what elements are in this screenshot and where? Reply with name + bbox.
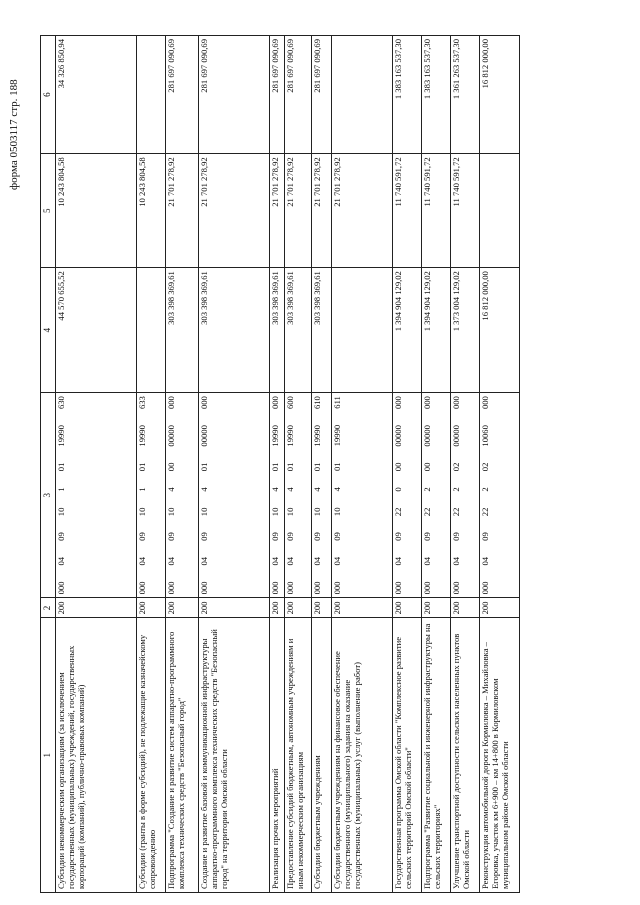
executed-amount-cell: 11 740 591,72 (451, 154, 480, 268)
budget-code (313, 396, 323, 594)
header-cell: 5 (41, 154, 56, 268)
budget-code-part: 000 (166, 396, 176, 410)
row-budget-code-cell (451, 393, 480, 598)
budget-code-part: 09 (312, 532, 322, 541)
budget-code-part: 000 (270, 581, 280, 595)
executed-amount-cell: 21 701 278,92 (332, 154, 393, 268)
budget-code-part: 09 (285, 532, 295, 541)
approved-amount-cell (137, 268, 166, 393)
budget-code-part: 10 (332, 507, 342, 517)
budget-code-part: 000 (393, 581, 403, 595)
budget-code-part: 4 (270, 487, 280, 492)
table-row (285, 36, 312, 893)
budget-code (57, 396, 67, 594)
budget-code-part: 01 (270, 462, 280, 472)
executed-amount-cell: 11 740 591,72 (393, 154, 422, 268)
budget-code-part: 04 (422, 556, 432, 566)
row-budget-code-cell (137, 393, 166, 598)
budget-code-part: 000 (422, 396, 432, 410)
budget-code-part: 000 (312, 581, 322, 595)
executed-amount-cell: 10 243 804,58 (137, 154, 166, 268)
table-row (270, 36, 285, 893)
executed-amount-cell: 10 243 804,58 (56, 154, 137, 268)
unexecuted-amount-cell: 1 361 263 537,30 (451, 36, 480, 154)
executed-amount-cell (480, 154, 520, 268)
budget-code-part: 22 (393, 507, 403, 517)
budget-code (286, 396, 296, 594)
budget-code-part: 09 (166, 532, 176, 541)
budget-code-part: 2 (480, 487, 490, 492)
budget-code-part: 1 (56, 487, 66, 492)
approved-amount-cell: 303 398 369,61 (166, 268, 199, 393)
table-row (451, 36, 480, 893)
budget-code-part: 00000 (166, 425, 176, 447)
budget-code-part: 00 (166, 462, 176, 472)
budget-code-part: 611 (332, 396, 342, 409)
budget-code-part: 2 (422, 487, 432, 492)
budget-code-part: 02 (451, 462, 461, 472)
budget-code (138, 396, 148, 594)
budget-code-part: 04 (393, 556, 403, 566)
header-row (41, 36, 56, 893)
unexecuted-amount-cell: 281 697 090,69 (199, 36, 270, 154)
budget-code-part: 04 (480, 556, 490, 566)
budget-code-part: 09 (480, 532, 490, 541)
budget-code-part: 04 (137, 556, 147, 566)
executed-amount-cell: 21 701 278,92 (270, 154, 285, 268)
executed-amount-cell: 11 740 591,72 (422, 154, 451, 268)
budget-code-part: 00 (393, 462, 403, 472)
unexecuted-amount-cell: 34 326 850,94 (56, 36, 137, 154)
budget-code-part: 000 (422, 581, 432, 595)
budget-code-part: 02 (480, 462, 490, 472)
row-line-code-cell: 200 (166, 598, 199, 618)
budget-code-part: 000 (480, 581, 490, 595)
approved-amount-cell: 303 398 369,61 (285, 268, 312, 393)
table-row (422, 36, 451, 893)
budget-code-part: 04 (312, 556, 322, 566)
budget-code-part: 09 (332, 532, 342, 541)
budget-code-part: 000 (332, 581, 342, 595)
budget-code (394, 396, 404, 594)
budget-code-part: 4 (332, 487, 342, 492)
row-name-cell: Субсидии некоммерческим организациям (за исключением государственных (муниципальных) учреждений, государственных корпораций (компаний), публично-правовых компаний) (56, 618, 137, 893)
budget-code-part: 00000 (422, 425, 432, 447)
budget-code-part: 10 (285, 507, 295, 517)
unexecuted-amount-cell: 281 697 090,69 (285, 36, 312, 154)
budget-code-part: 09 (393, 532, 403, 541)
budget-code-part: 22 (480, 507, 490, 517)
budget-code-part: 19990 (285, 425, 295, 447)
budget-code-part: 19990 (312, 425, 322, 447)
budget-code-part: 19990 (332, 424, 342, 447)
row-line-code-cell: 200 (137, 598, 166, 618)
budget-code-part: 01 (312, 462, 322, 472)
budget-code-part: 000 (166, 581, 176, 595)
budget-code-part: 000 (199, 396, 209, 410)
approved-amount-cell: 16 812 000,00 (480, 268, 520, 393)
budget-code-part: 04 (270, 556, 280, 566)
budget-code-part: 2 (451, 487, 461, 492)
budget-code-part: 000 (451, 581, 461, 595)
table-row (137, 36, 166, 893)
budget-code-part: 04 (451, 556, 461, 566)
row-budget-code-cell (166, 393, 199, 598)
row-budget-code-cell (480, 393, 520, 598)
row-line-code-cell: 200 (56, 598, 137, 618)
budget-code-part: 09 (270, 532, 280, 541)
row-name-cell: Предоставление субсидий бюджетным, автономным учреждениям и иным некоммерческим организациям (285, 618, 312, 893)
row-budget-code-cell (422, 393, 451, 598)
unexecuted-amount-cell: 16 812 000,00 (480, 36, 520, 154)
budget-code-part: 000 (393, 396, 403, 410)
budget-code-part: 04 (166, 556, 176, 566)
form-label: форма 0503117 стр. 188 (8, 79, 20, 190)
table-row (56, 36, 137, 893)
budget-code (452, 396, 462, 594)
row-line-code-cell: 200 (422, 598, 451, 618)
row-name-cell: Субсидии (гранты в форме субсидий), не подлежащие казначейскому сопровождению (137, 618, 166, 893)
budget-code-part: 4 (285, 487, 295, 492)
budget-code-part: 00 (422, 462, 432, 472)
unexecuted-amount-cell: 281 697 090,69 (270, 36, 285, 154)
budget-code-part: 19990 (270, 425, 280, 447)
row-line-code-cell: 200 (285, 598, 312, 618)
table-row (332, 36, 393, 893)
budget-code-part: 4 (166, 487, 176, 492)
approved-amount-cell: 303 398 369,61 (199, 268, 270, 393)
row-line-code-cell: 200 (270, 598, 285, 618)
row-line-code-cell: 200 (199, 598, 270, 618)
budget-code-part: 000 (480, 396, 490, 410)
budget-table (40, 35, 520, 893)
budget-code-part: 04 (56, 556, 66, 566)
table-row (166, 36, 199, 893)
table-row (199, 36, 270, 893)
table-row (480, 36, 520, 893)
budget-code-part: 000 (199, 581, 209, 595)
budget-code-part: 000 (137, 581, 147, 595)
row-name-cell: Реконструкция автомобильной дороги Кормиловка – Михайловка – Егоровка, участок км 6+900 – км 14+800 в Кормиловском муниципальном районе Омской области (480, 618, 520, 893)
row-name-cell: Государственная программа Омской области "Комплексное развитие сельских территорий Омской области" (393, 618, 422, 893)
budget-code-part: 22 (451, 507, 461, 517)
approved-amount-cell: 1 373 004 129,02 (451, 268, 480, 393)
budget-code (333, 396, 343, 594)
budget-code-part: 04 (285, 556, 295, 566)
budget-code-part: 000 (270, 396, 280, 410)
row-name-cell: Подпрограмма "Создание и развитие систем аппаратно-программного комплекса технических средств "Безопасный город" (166, 618, 199, 893)
row-budget-code-cell (332, 393, 393, 598)
row-line-code-cell: 200 (393, 598, 422, 618)
row-name-cell: Создание и развитие базовой и коммуникационной инфраструктуры аппаратно-программного комплекса технических средств "Безопасный город" на территории Омской области (199, 618, 270, 893)
unexecuted-amount-cell: 1 383 163 537,30 (422, 36, 451, 154)
budget-code (423, 396, 433, 594)
budget-code-part: 10060 (480, 425, 490, 447)
header-cell: 2 (41, 598, 56, 618)
row-line-code-cell: 200 (312, 598, 332, 618)
row-name-cell: Субсидии бюджетным учреждениям (312, 618, 332, 893)
header-cell: 6 (41, 36, 56, 154)
row-line-code-cell: 200 (480, 598, 520, 618)
budget-code-part: 10 (199, 507, 209, 517)
executed-amount-cell: 21 701 278,92 (285, 154, 312, 268)
budget-code-part: 09 (56, 532, 66, 541)
budget-code-part: 09 (199, 532, 209, 541)
unexecuted-amount-cell: 281 697 090,69 (166, 36, 199, 154)
budget-code-part: 1 (137, 487, 147, 492)
row-budget-code-cell (199, 393, 270, 598)
budget-code-part: 000 (56, 581, 66, 595)
budget-code-part: 10 (270, 507, 280, 517)
table-row (393, 36, 422, 893)
table-body (56, 36, 520, 893)
unexecuted-amount-cell (137, 36, 166, 154)
executed-amount-cell: 21 701 278,92 (166, 154, 199, 268)
budget-code-part: 600 (285, 396, 295, 410)
budget-code-part: 0 (393, 487, 403, 492)
budget-code-part: 09 (451, 532, 461, 541)
budget-code-part: 09 (422, 532, 432, 541)
budget-code (481, 396, 491, 594)
row-budget-code-cell (285, 393, 312, 598)
budget-code-part: 09 (137, 532, 147, 541)
approved-amount-cell: 44 570 655,52 (56, 268, 137, 393)
row-name-cell: Улучшение транспортной доступности сельских населенных пунктов Омской области (451, 618, 480, 893)
budget-code-part: 22 (422, 507, 432, 517)
header-cell: 4 (41, 268, 56, 393)
budget-code-part: 10 (137, 507, 147, 517)
unexecuted-amount-cell: 1 383 163 537,30 (393, 36, 422, 154)
budget-code-part: 19990 (56, 425, 66, 447)
row-budget-code-cell (270, 393, 285, 598)
budget-code-part: 4 (312, 487, 322, 492)
approved-amount-cell (332, 268, 393, 393)
budget-code-part: 10 (312, 507, 322, 517)
row-budget-code-cell (312, 393, 332, 598)
unexecuted-amount-cell (332, 36, 393, 154)
budget-code-part: 01 (332, 462, 342, 471)
header-cell: 3 (41, 393, 56, 598)
budget-code (167, 396, 177, 594)
header-cell: 1 (41, 618, 56, 893)
budget-code-part: 630 (56, 396, 66, 410)
budget-code-part: 01 (137, 462, 147, 472)
budget-code-part: 04 (199, 556, 209, 566)
budget-code-part: 610 (312, 396, 322, 410)
budget-code-part: 01 (56, 462, 66, 472)
approved-amount-cell: 1 394 904 129,02 (422, 268, 451, 393)
budget-code-part: 04 (332, 556, 342, 566)
budget-code-part: 000 (285, 581, 295, 595)
budget-code-part: 01 (285, 462, 295, 472)
approved-amount-cell: 303 398 369,61 (312, 268, 332, 393)
budget-code-part: 10 (56, 507, 66, 517)
budget-code-part: 00000 (451, 425, 461, 447)
unexecuted-amount-cell: 281 697 090,69 (312, 36, 332, 154)
budget-code (200, 396, 210, 594)
budget-code-part: 01 (199, 462, 209, 472)
row-name-cell: Подпрограмма "Развитие социальной и инженерной инфраструктуры на сельских территориях" (422, 618, 451, 893)
approved-amount-cell: 303 398 369,61 (270, 268, 285, 393)
budget-code-part: 000 (451, 396, 461, 410)
budget-code (271, 396, 281, 594)
budget-code-part: 10 (166, 507, 176, 517)
budget-code-part: 4 (199, 487, 209, 492)
table-row (312, 36, 332, 893)
row-budget-code-cell (393, 393, 422, 598)
row-name-cell: Субсидии бюджетным учреждениям на финансовое обеспечение государственного (муниципального) задания на оказание государственных (муниципальных) услуг (выполнение работ) (332, 618, 393, 893)
row-line-code-cell: 200 (332, 598, 393, 618)
budget-code-part: 19990 (137, 425, 147, 447)
budget-code-part: 633 (137, 396, 147, 410)
row-budget-code-cell (56, 393, 137, 598)
row-line-code-cell: 200 (451, 598, 480, 618)
executed-amount-cell: 21 701 278,92 (199, 154, 270, 268)
row-name-cell: Реализация прочих мероприятий (270, 618, 285, 893)
approved-amount-cell: 1 394 904 129,02 (393, 268, 422, 393)
budget-code-part: 00000 (393, 425, 403, 447)
executed-amount-cell: 21 701 278,92 (312, 154, 332, 268)
budget-code-part: 00000 (199, 425, 209, 447)
